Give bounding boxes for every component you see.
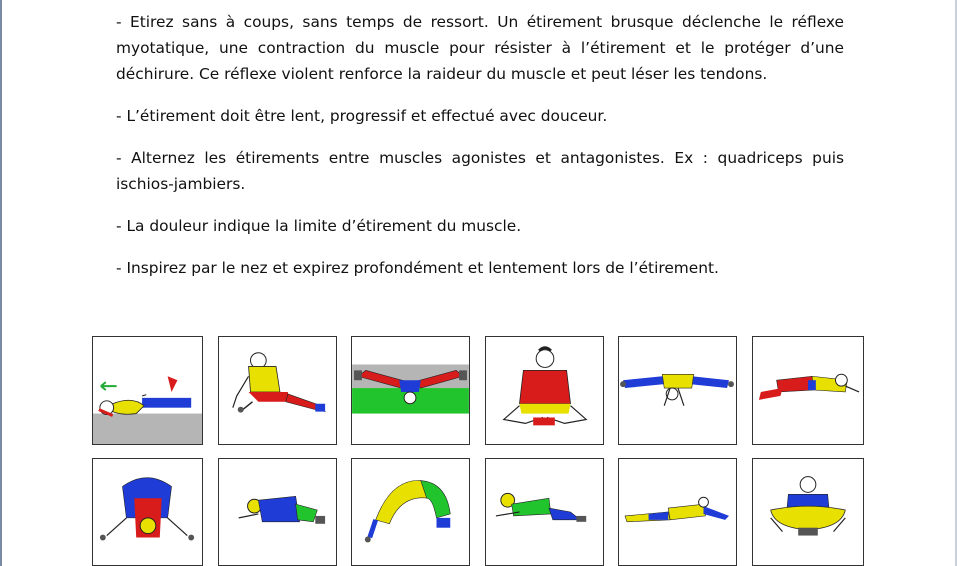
page-left-border <box>0 0 2 566</box>
stretching-illustrations-gallery <box>92 336 864 566</box>
illustration-side-lunge <box>218 336 337 445</box>
illustration-lying-leg-pull <box>92 336 203 445</box>
illustration-front-split-side <box>618 336 737 445</box>
illustration-butterfly-seated <box>485 336 604 445</box>
document-body <box>116 9 844 297</box>
illustration-kneeling-reach <box>218 458 337 566</box>
illustration-arch-fold <box>351 458 470 566</box>
illustration-flat-split <box>618 458 737 566</box>
paragraph: - Etirez sans à coups, sans temps de ressort. Un étirement brusque déclenche le réflexe myotatique, une contraction du muscle pour résister à l’étirement et le protéger d’une déchirure. Ce réflexe violent renforce la raideur du muscle et peut léser les tendons. <box>116 13 844 83</box>
illustration-straddle-on-grass <box>351 336 470 445</box>
illustration-pigeon-stretch <box>485 458 604 566</box>
paragraph: - La douleur indique la limite d’étirement du muscle. <box>116 217 522 235</box>
paragraph: - Alternez les étirements entre muscles agonistes et antagonistes. Ex : quadriceps puis ischios-jambiers. <box>116 149 844 193</box>
paragraph: - Inspirez par le nez et expirez profondément et lentement lors de l’étirement. <box>116 259 719 277</box>
illustration-forward-fold-split <box>752 336 864 445</box>
illustration-wide-leg-fold-back <box>92 458 203 566</box>
illustration-seated-butterfly-front <box>752 458 864 566</box>
paragraph: - L’étirement doit être lent, progressif et effectué avec douceur. <box>116 107 608 125</box>
